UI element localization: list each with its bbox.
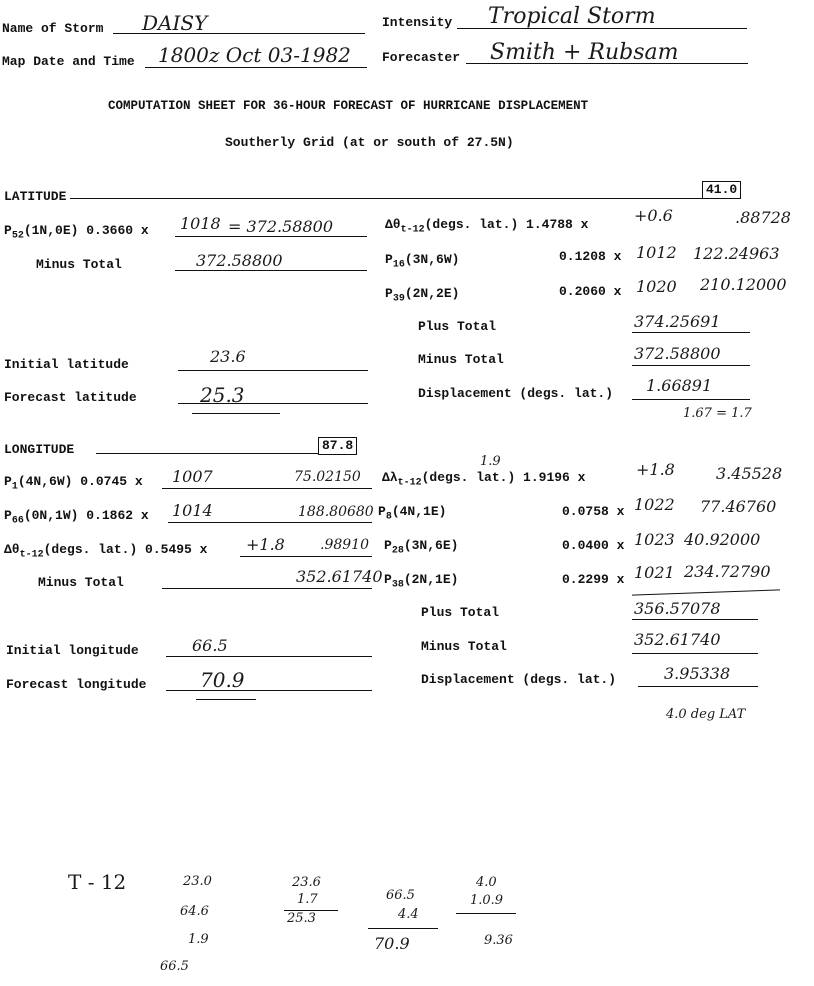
latitude-heading-line	[70, 198, 702, 199]
lon-displacement-label: Displacement (degs. lat.)	[421, 672, 617, 687]
lon-plus-total-label: Plus Total	[421, 605, 500, 620]
lon-dtheta-row: $\Delta\theta_{t-12}(degs$. lat.) 0.5495 x	[4, 542, 208, 561]
lon-p8-input: 1022	[634, 495, 675, 514]
map-date-value: 1800z Oct 03-1982	[158, 43, 351, 67]
lon-p28-coef: 0.0400 x	[562, 538, 625, 553]
lon-dlambda-row: $\Delta\lambda_{t-12}(degs$. lat.) 1.9196 x	[382, 470, 586, 489]
initial-latitude-value: 23.6	[210, 347, 246, 366]
forecast-longitude-label: Forecast longitude	[6, 677, 147, 692]
lon-p28-result: 40.92000	[684, 530, 761, 549]
lat-p52-input: 1018	[180, 214, 221, 233]
forecast-latitude-value: 25.3	[200, 383, 245, 407]
sheet-subtitle: Southerly Grid (at or south of 27.5N)	[225, 135, 514, 150]
lon-p38-row: $P_{38}(2N,1E)$	[384, 572, 459, 591]
intensity-value: Tropical Storm	[488, 4, 656, 29]
scratch-c3a: 66.5	[386, 888, 415, 903]
forecast-latitude-underline	[192, 413, 280, 414]
scratch-c3-line	[368, 928, 438, 929]
scratch-c4b: 1.0.9	[470, 893, 504, 908]
lon-minus-total-line	[162, 588, 372, 589]
lat-p52-row: $P_{52}(1N,0E)$ 0.3660 x	[4, 223, 149, 242]
lon-p8-row: $P_8(4N,1E)$	[378, 504, 447, 523]
initial-longitude-label: Initial longitude	[6, 643, 139, 658]
lon-plus-total-value: 356.57078	[634, 599, 721, 618]
lon-p66-result: 188.80680	[298, 504, 374, 520]
lat-p16-input: 1012	[636, 243, 677, 262]
lat-dtheta-input: +0.6	[634, 206, 673, 225]
lat-p39-result: 210.12000	[700, 275, 787, 294]
lat-p39-coef: 0.2060 x	[559, 284, 622, 299]
lat-p16-result: 122.24963	[693, 244, 780, 263]
lon-dtheta-line	[240, 556, 372, 557]
lon-dtheta-input: +1.8	[246, 535, 285, 554]
lat-p16-coef: 0.1208 x	[559, 249, 622, 264]
forecast-longitude-underline	[196, 699, 256, 700]
lat-p52-line	[175, 236, 367, 237]
forecaster-label: Forecaster	[382, 50, 461, 65]
lat-displacement-value: 1.66891	[646, 376, 713, 395]
scratch-c3c: 70.9	[374, 934, 410, 953]
lon-p38-result: 234.72790	[684, 562, 771, 581]
initial-latitude-label: Initial latitude	[4, 357, 129, 372]
lat-displacement-label: Displacement (degs. lat.)	[418, 386, 614, 401]
lon-p8-coef: 0.0758 x	[562, 504, 625, 519]
lat-p16-row: $P_{16}(3N,6W)$	[385, 252, 460, 271]
lon-p28-row: $P_{28}(3N,6E)$	[384, 538, 459, 557]
latitude-heading: LATITUDE	[4, 189, 67, 204]
lat-displacement-round: 1.67 = 1.7	[683, 406, 752, 421]
lon-p28-input: 1023	[634, 530, 675, 549]
lat-p52-result: = 372.58800	[228, 217, 334, 236]
lon-displacement-line	[638, 686, 758, 687]
lat-displacement-line	[632, 399, 750, 400]
scratch-c4-line	[456, 913, 516, 914]
lon-dlambda-note: 1.9	[480, 454, 501, 469]
lat-minus-total2-value: 372.58800	[634, 344, 721, 363]
lat-minus-total2-label: Minus Total	[418, 352, 504, 367]
lon-displacement-value: 3.95338	[664, 664, 731, 683]
lon-p1-line	[162, 488, 372, 489]
lon-p1-input: 1007	[172, 467, 213, 486]
scratch-c1d: 66.5	[160, 959, 189, 974]
lon-dlambda-input: +1.8	[636, 460, 675, 479]
lon-minus-total2-value: 352.61740	[634, 630, 721, 649]
lat-minus-total2-line	[632, 365, 750, 366]
scratch-c2b: 1.7	[297, 892, 318, 907]
initial-longitude-value: 66.5	[192, 636, 228, 655]
initial-longitude-line	[166, 656, 372, 657]
scratch-c1c: 1.9	[188, 932, 209, 947]
scratch-c4a: 4.0	[476, 875, 497, 890]
lat-p39-row: $P_{39}(2N,2E)$	[385, 286, 460, 305]
lat-plus-total-label: Plus Total	[418, 319, 497, 334]
intensity-label: Intensity	[382, 15, 453, 30]
storm-name-label: Name of Storm	[2, 21, 104, 36]
scratch-c1b: 64.6	[180, 904, 209, 919]
longitude-heading-line	[96, 453, 318, 454]
lat-plus-total-value: 374.25691	[634, 312, 721, 331]
latitude-box-value: 41.0	[702, 181, 741, 199]
lat-p39-input: 1020	[636, 277, 677, 296]
storm-name-value: DAISY	[142, 11, 208, 35]
lon-dtheta-result: .98910	[320, 537, 369, 553]
forecast-longitude-value: 70.9	[200, 668, 245, 692]
initial-latitude-line	[178, 370, 368, 371]
lat-minus-total-line	[175, 270, 367, 271]
lon-p38-input: 1021	[634, 563, 675, 582]
lat-dtheta-row: $\Delta\theta_{t-12}(degs$. lat.) 1.4788 x	[385, 217, 589, 236]
lon-p66-line	[168, 522, 372, 523]
lat-plus-total-line	[632, 332, 750, 333]
map-date-line	[145, 67, 367, 68]
scratch-c2a: 23.6	[292, 875, 321, 890]
lon-p66-row: $P_{66}(0N,1W)$ 0.1862 x	[4, 508, 149, 527]
scratch-t12: T - 12	[68, 870, 127, 894]
longitude-heading: LONGITUDE	[4, 442, 75, 457]
lon-p8-result: 77.46760	[700, 497, 777, 516]
lon-p1-row: $P_1(4N,6W)$ 0.0745 x	[4, 474, 143, 493]
lon-dlambda-result: 3.45528	[716, 464, 783, 483]
lat-dtheta-result: .88728	[735, 208, 791, 227]
lon-p38-underline	[632, 589, 780, 595]
lon-minus-total-label: Minus Total	[38, 575, 124, 590]
lat-minus-total-label: Minus Total	[36, 257, 122, 272]
map-date-label: Map Date and Time	[2, 54, 135, 69]
lon-p66-input: 1014	[172, 501, 213, 520]
lon-p38-coef: 0.2299 x	[562, 572, 625, 587]
lon-minus-total2-label: Minus Total	[421, 639, 507, 654]
forecast-longitude-line	[166, 690, 372, 691]
lon-plus-total-line	[632, 619, 758, 620]
lon-minus-total2-line	[632, 653, 758, 654]
lat-minus-total-value: 372.58800	[196, 251, 283, 270]
lon-displacement-round: 4.0 deg LAT	[666, 707, 746, 722]
lon-p1-result: 75.02150	[294, 469, 361, 485]
forecast-latitude-label: Forecast latitude	[4, 390, 137, 405]
scratch-c4c: 9.36	[484, 933, 513, 948]
scratch-c2c: 25.3	[287, 911, 316, 926]
forecaster-value: Smith + Rubsam	[490, 40, 679, 65]
longitude-box-value: 87.8	[318, 437, 357, 455]
scratch-c3b: 4.4	[398, 907, 419, 922]
lon-minus-total-value: 352.61740	[296, 567, 383, 586]
scratch-c1a: 23.0	[183, 874, 212, 889]
sheet-title: COMPUTATION SHEET FOR 36-HOUR FORECAST OF HURRICANE DISPLACEMENT	[108, 99, 589, 113]
